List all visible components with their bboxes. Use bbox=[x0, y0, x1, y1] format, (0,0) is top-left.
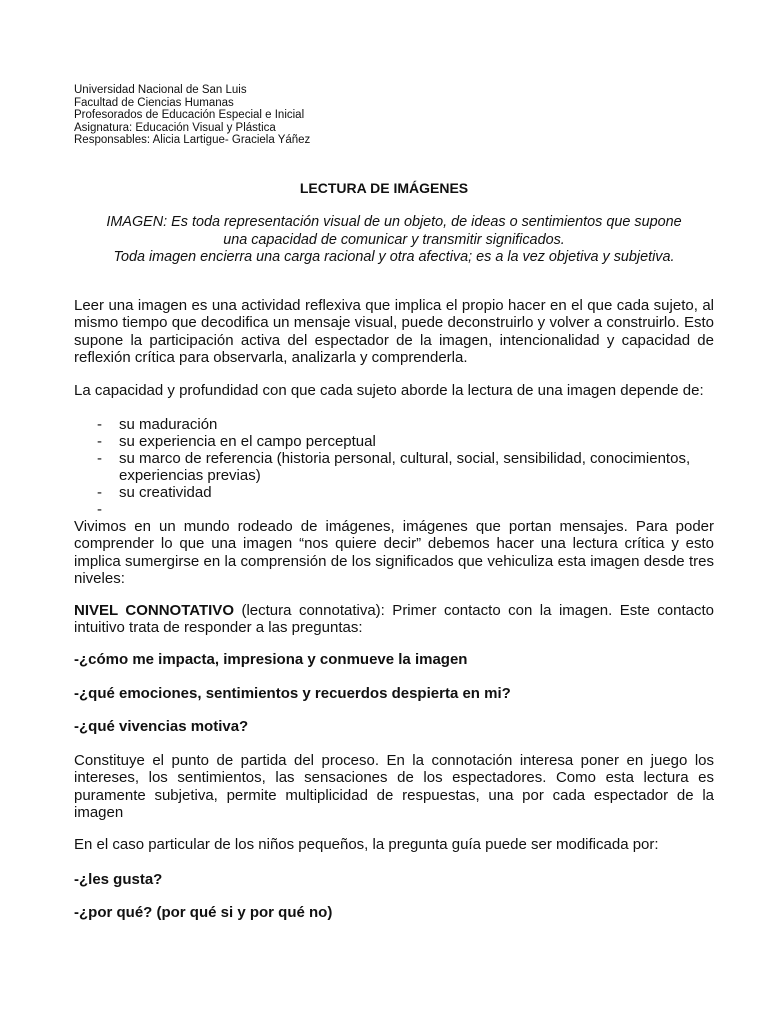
image-definition bbox=[74, 214, 714, 267]
list-dash: - bbox=[97, 416, 102, 433]
list-dash: - bbox=[97, 433, 102, 451]
header-university: Universidad Nacional de San Luis bbox=[74, 84, 247, 96]
paragraph-reading-image: Leer una imagen es una actividad reflexiva que implica el propio hacer en el que cada sujeto, al mismo tiempo que decodifica un mensaje visual, puede deconstruirlo y volver a construirlo. Esto supone la participación activa del espectador de la imagen, intencionalidad y capacidad de reflexión crítica para observarla, analizarla y comprenderla. bbox=[74, 297, 714, 367]
list-item bbox=[74, 484, 714, 501]
question-impact: -¿cómo me impacta, impresiona y conmueve la imagen bbox=[74, 651, 468, 668]
list-dash: - bbox=[97, 450, 102, 468]
paragraph-capacity: La capacidad y profundidad con que cada sujeto aborde la lectura de una imagen depende de: bbox=[74, 382, 704, 399]
list-item-text: su experiencia en el campo perceptual bbox=[119, 433, 376, 451]
definition-line-2: una capacidad de comunicar y transmitir significados. bbox=[223, 231, 565, 248]
factors-list bbox=[74, 416, 714, 519]
header-programs: Profesorados de Educación Especial e Inicial bbox=[74, 109, 305, 122]
paragraph-starting-point: Constituye el punto de partida del proceso. En la connotación interesa poner en juego los intereses, los sentimientos, las sensaciones de los espectadores. Como esta lectura es puramente subjetiva, permite multiplicidad de respuestas, una por cada espectador de la imagen bbox=[74, 752, 714, 822]
list-dash: - bbox=[97, 484, 102, 502]
header-subject: Asignatura: Educación Visual y Plástica bbox=[74, 121, 276, 134]
definition-line-3: Toda imagen encierra una carga racional y otra afectiva; es a la vez objetiva y subjetiva. bbox=[113, 249, 675, 265]
list-item bbox=[74, 416, 714, 433]
list-item-text: su maduración bbox=[119, 416, 218, 433]
header-faculty: Facultad de Ciencias Humanas bbox=[74, 96, 234, 109]
list-item-text: su creatividad bbox=[119, 484, 212, 502]
page-title: LECTURA DE IMÁGENES bbox=[299, 180, 469, 196]
question-emotions: -¿qué emociones, sentimientos y recuerdos despierta en mi? bbox=[74, 685, 511, 702]
question-like: -¿les gusta? bbox=[74, 871, 163, 888]
question-experiences: -¿qué vivencias motiva? bbox=[74, 718, 249, 735]
question-why: -¿por qué? (por qué si y por qué no) bbox=[74, 904, 333, 921]
list-item bbox=[74, 433, 714, 450]
list-item-text: su marco de referencia (historia personal, cultural, social, sensibilidad, conocimientos, experiencias previas) bbox=[119, 450, 691, 485]
document-header bbox=[74, 84, 310, 147]
definition-line-1: IMAGEN: Es toda representación visual de un objeto, de ideas o sentimientos que supone bbox=[106, 214, 682, 230]
list-dash: - bbox=[97, 501, 102, 519]
paragraph-world-of-images: Vivimos en un mundo rodeado de imágenes, imágenes que portan mensajes. Para poder comprender lo que una imagen “nos quiere decir” debemos hacer una lectura crítica y esto implica sumergirse en la comprensión de los significados que vehiculiza esta imagen desde tres niveles: bbox=[74, 518, 714, 588]
paragraph-connotative-level bbox=[74, 602, 714, 637]
list-item bbox=[74, 450, 714, 484]
header-responsibles: Responsables: Alicia Lartigue- Graciela Yáñez bbox=[74, 134, 311, 147]
paragraph-young-children: En el caso particular de los niños pequeños, la pregunta guía puede ser modificada por: bbox=[74, 836, 659, 853]
connotative-level-heading: NIVEL CONNOTATIVO bbox=[74, 602, 234, 619]
connotative-level-text: (lectura connotativa): Primer contacto con la imagen. Este contacto intuitivo trata de responder a las preguntas: bbox=[74, 602, 714, 637]
